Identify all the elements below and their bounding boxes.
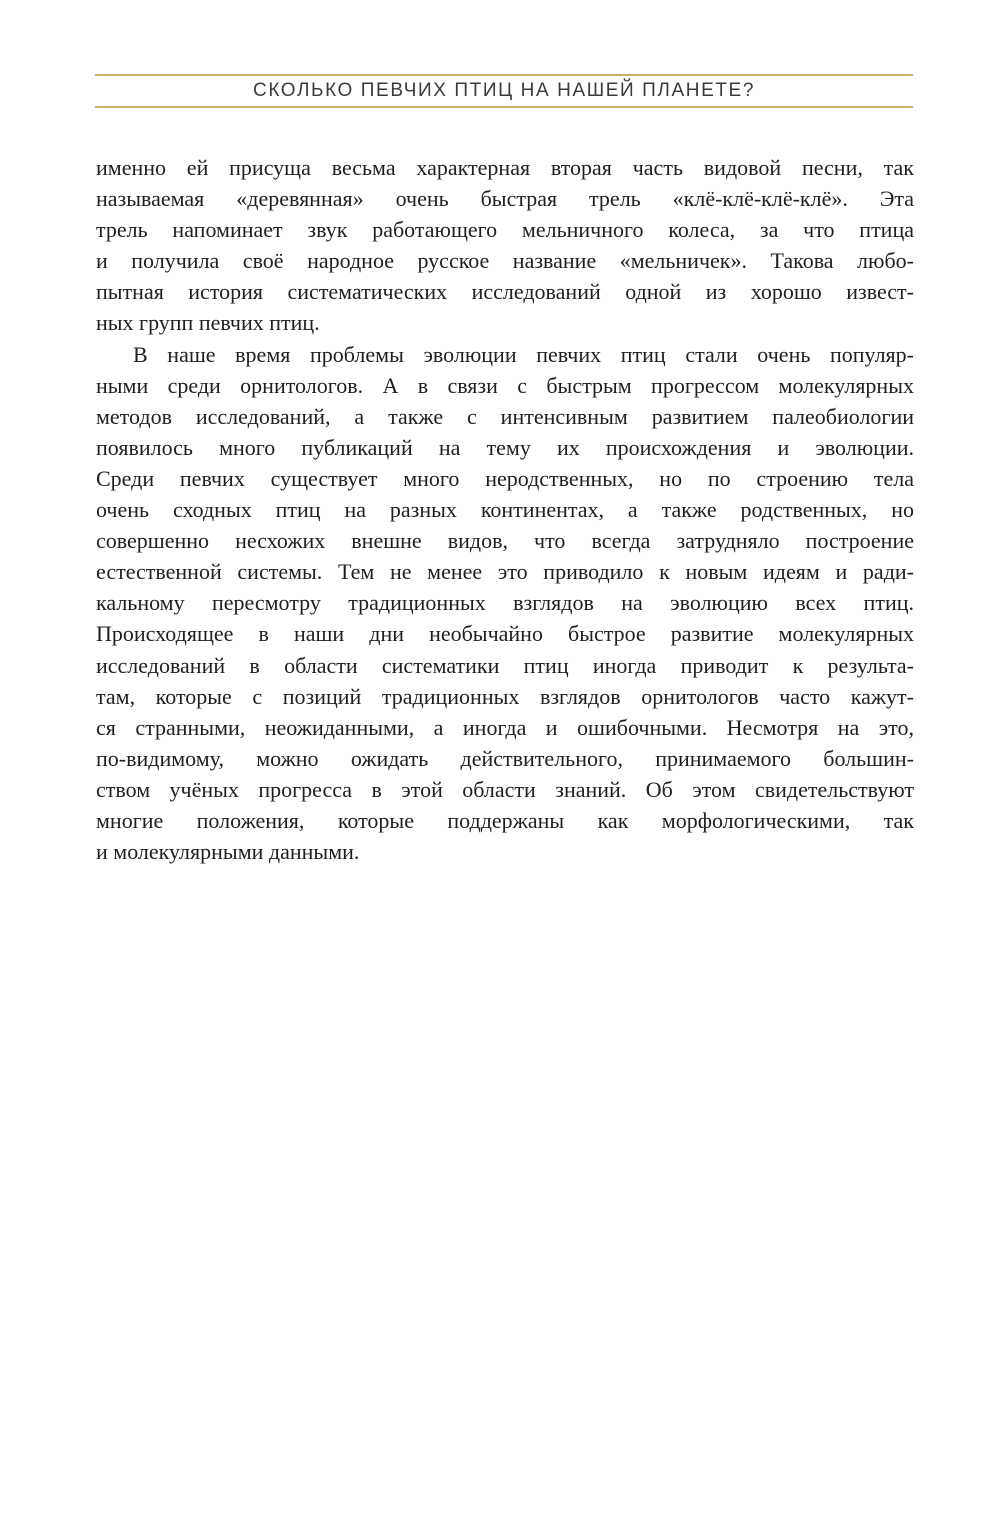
text-line: ными среди орнитологов. А в связи с быстрым прогрессом молекулярных — [96, 372, 914, 398]
text-line: пытная история систематических исследований одной из хорошо извест- — [96, 279, 914, 305]
text-line: ством учёных прогресса в этой области знаний. Об этом свидетельствуют — [96, 776, 914, 802]
text-line: трель напоминает звук работающего мельничного колеса, за что птица — [96, 217, 914, 243]
text-line: В наше время проблемы эволюции певчих птиц стали очень популяр- — [133, 341, 914, 367]
text-line: именно ей присуща весьма характерная вторая часть видовой песни, так — [96, 155, 914, 180]
text-line: появилось много публикаций на тему их происхождения и эволюции. — [96, 434, 914, 460]
paragraph-2 — [96, 339, 914, 868]
text-line: методов исследований, а также с интенсивным развитием палеобиологии — [96, 403, 914, 429]
text-line: ся странными, неожиданными, а иногда и ошибочными. Несмотря на это, — [96, 714, 914, 740]
text-line: кальному пересмотру традиционных взглядов на эволюцию всех птиц. — [96, 590, 914, 616]
text-line: там, которые с позиций традиционных взглядов орнитологов часто кажут- — [96, 683, 914, 709]
paragraph-1 — [96, 152, 914, 339]
text-line: исследований в области систематики птиц иногда приводит к результа- — [96, 652, 914, 678]
running-header — [95, 74, 913, 108]
text-line: совершенно несхожих внешне видов, что всегда затрудняло построение — [96, 528, 914, 554]
text-line: Среди певчих существует много неродственных, но по строению тела — [96, 465, 914, 491]
text-line: и получила своё народное русское название «мельничек». Такова любо- — [96, 248, 914, 274]
text-line: многие положения, которые поддержаны как морфологическими, так — [96, 807, 914, 833]
text-line: очень сходных птиц на разных континентах, а также родственных, но — [96, 497, 914, 523]
running-header-title: СКОЛЬКО ПЕВЧИХ ПТИЦ НА НАШЕЙ ПЛАНЕТЕ? — [253, 80, 755, 101]
text-line: Происходящее в наши дни необычайно быстрое развитие молекулярных — [96, 621, 914, 647]
text-line: естественной системы. Тем не менее это приводило к новым идеям и ради- — [96, 559, 914, 585]
text-line: ных групп певчих птиц. — [96, 310, 320, 336]
text-line: и молекулярными данными. — [96, 839, 360, 865]
body-text — [96, 152, 914, 867]
text-line: по-видимому, можно ожидать действительного, принимаемого большин- — [96, 745, 914, 771]
header-rule-top — [95, 74, 913, 76]
text-line: называемая «деревянная» очень быстрая трель «клё-клё-клё-клё». Эта — [96, 186, 914, 212]
header-rule-bottom — [95, 106, 913, 108]
